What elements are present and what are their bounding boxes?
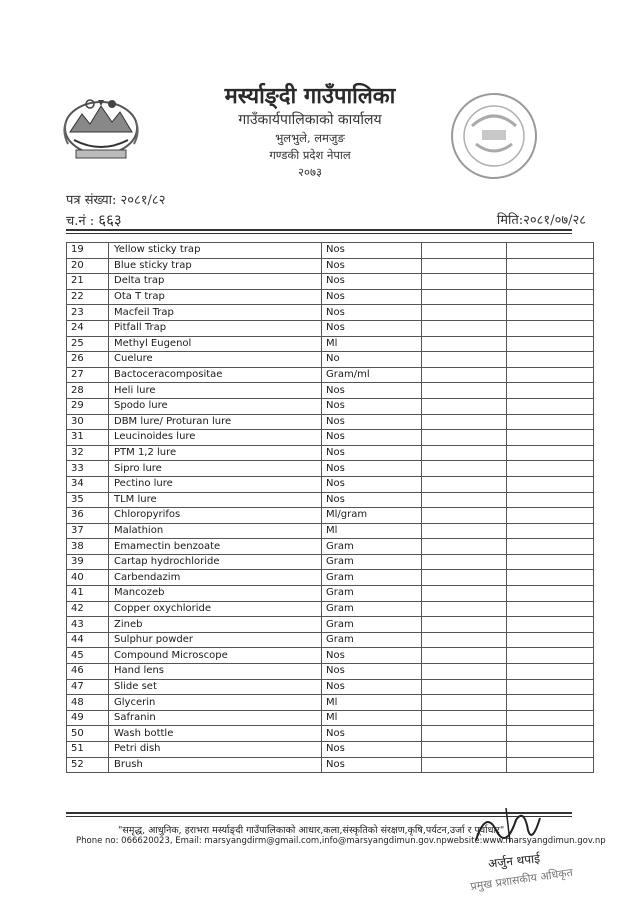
table-row [67,352,594,368]
blank-cell [422,726,507,742]
item-name: Mancozeb [109,586,322,602]
blank-cell [507,523,594,539]
item-name: Wash bottle [109,726,322,742]
blank-cell [507,617,594,633]
blank-cell [507,336,594,352]
item-unit: Nos [322,258,422,274]
table-row [67,336,594,352]
blank-cell [507,554,594,570]
blank-cell [422,570,507,586]
table-row [67,476,594,492]
item-serial: 21 [67,274,109,290]
letter-number [66,190,165,208]
blank-cell [422,352,507,368]
item-unit: Nos [322,461,422,477]
item-serial: 50 [67,726,109,742]
blank-cell [422,243,507,259]
item-name: Petri dish [109,742,322,758]
item-unit: Ml [322,336,422,352]
office-stamp-icon [432,86,550,186]
blank-cell [507,398,594,414]
item-unit: Nos [322,648,422,664]
item-serial: 23 [67,305,109,321]
blank-cell [507,274,594,290]
item-serial: 42 [67,601,109,617]
item-serial: 43 [67,617,109,633]
item-unit: Ml [322,710,422,726]
footer-contact: Phone no: 066620023, Email: marsyangdirm@gmail.com,info@marsyangdimun.gov.npwebsite:www.marsyangdimun.gov.np [76,836,606,846]
table-row [67,632,594,648]
blank-cell [422,695,507,711]
blank-cell [507,492,594,508]
table-row [67,258,594,274]
blank-cell [507,461,594,477]
item-serial: 35 [67,492,109,508]
item-serial: 28 [67,383,109,399]
item-name: Methyl Eugenol [109,336,322,352]
blank-cell [422,757,507,773]
blank-cell [507,258,594,274]
blank-cell [507,445,594,461]
item-serial: 32 [67,445,109,461]
item-name: Chloropyrifos [109,508,322,524]
established-year: २०७३ [298,165,322,179]
letter-number-value: २०८१/८२ [120,193,166,208]
table-row [67,539,594,555]
item-serial: 34 [67,476,109,492]
item-unit: Nos [322,430,422,446]
item-unit: Ml [322,695,422,711]
blank-cell [507,476,594,492]
items-table-body [67,243,594,773]
blank-cell [422,617,507,633]
table-row [67,289,594,305]
table-row [67,274,594,290]
item-serial: 33 [67,461,109,477]
signer-title: प्रमुख प्रशासकीय अधिकृत [469,865,574,894]
item-name: Sipro lure [109,461,322,477]
signature-icon [466,800,546,850]
table-row [67,445,594,461]
blank-cell [507,352,594,368]
dispatch-number [66,210,122,230]
office-location: भुलभुले, लमजुङ [275,131,345,145]
blank-cell [422,539,507,555]
org-name: मर्स्याङ्दी गाउँपालिका [224,83,396,109]
item-serial: 29 [67,398,109,414]
blank-cell [507,289,594,305]
item-serial: 24 [67,320,109,336]
item-unit: Gram [322,554,422,570]
letter-date [497,210,586,228]
item-name: Emamectin benzoate [109,539,322,555]
table-row [67,742,594,758]
blank-cell [422,648,507,664]
item-unit: Nos [322,726,422,742]
item-name: DBM lure/ Proturan lure [109,414,322,430]
item-unit: Nos [322,320,422,336]
date-value: २०८१/०७/२८ [523,213,586,228]
item-unit: Nos [322,289,422,305]
blank-cell [422,554,507,570]
item-unit: Ml/gram [322,508,422,524]
item-serial: 20 [67,258,109,274]
table-row [67,726,594,742]
blank-cell [422,710,507,726]
item-unit: Nos [322,274,422,290]
item-name: Cartap hydrochloride [109,554,322,570]
item-unit: Nos [322,476,422,492]
item-name: Zineb [109,617,322,633]
item-serial: 30 [67,414,109,430]
item-name: Carbendazim [109,570,322,586]
item-serial: 39 [67,554,109,570]
blank-cell [507,508,594,524]
table-row [67,570,594,586]
table-row [67,695,594,711]
table-row [67,383,594,399]
blank-cell [422,383,507,399]
item-serial: 48 [67,695,109,711]
letterhead [190,82,430,181]
item-serial: 47 [67,679,109,695]
item-name: Copper oxychloride [109,601,322,617]
item-name: Malathion [109,523,322,539]
blank-cell [507,710,594,726]
blank-cell [422,586,507,602]
item-name: Blue sticky trap [109,258,322,274]
item-unit: Nos [322,243,422,259]
blank-cell [507,243,594,259]
item-name: Sulphur powder [109,632,322,648]
blank-cell [422,430,507,446]
table-row [67,305,594,321]
item-name: Hand lens [109,664,322,680]
blank-cell [422,632,507,648]
table-row [67,586,594,602]
dispatch-number-value: ६६३ [98,211,122,229]
item-serial: 49 [67,710,109,726]
blank-cell [422,367,507,383]
header-divider [66,229,572,231]
table-row [67,414,594,430]
blank-cell [507,601,594,617]
blank-cell [507,430,594,446]
item-unit: Nos [322,664,422,680]
item-unit: Gram [322,586,422,602]
item-name: Pitfall Trap [109,320,322,336]
item-name: Bactoceracompositae [109,367,322,383]
blank-cell [422,274,507,290]
item-serial: 26 [67,352,109,368]
blank-cell [422,289,507,305]
item-unit: Nos [322,679,422,695]
item-unit: Nos [322,757,422,773]
item-unit: Gram [322,632,422,648]
signer-name: अर्जुन थपाई [487,851,541,871]
office-province: गण्डकी प्रदेश नेपाल [269,148,351,162]
item-unit: Gram [322,570,422,586]
dispatch-number-label: च.नं : [66,214,95,229]
item-name: Slide set [109,679,322,695]
blank-cell [507,305,594,321]
blank-cell [422,742,507,758]
footer-motto: "समृद्ध, आधुनिक, हराभरा मर्स्याङ्दी गाउँपालिकाको आधार,कला,संस्कृतिको संरक्षण,कृषि,पर्यटन,उर्जा र पूर्वाधार" [118,825,505,836]
blank-cell [507,742,594,758]
item-serial: 25 [67,336,109,352]
item-name: Cuelure [109,352,322,368]
table-row [67,617,594,633]
item-unit: Nos [322,383,422,399]
item-name: Safranin [109,710,322,726]
item-name: PTM 1,2 lure [109,445,322,461]
blank-cell [507,586,594,602]
table-row [67,398,594,414]
blank-cell [507,383,594,399]
item-serial: 22 [67,289,109,305]
blank-cell [507,414,594,430]
item-unit: Nos [322,414,422,430]
blank-cell [422,336,507,352]
item-unit: Nos [322,742,422,758]
table-row [67,367,594,383]
item-serial: 36 [67,508,109,524]
table-row [67,320,594,336]
nepal-emblem-icon [60,92,142,164]
blank-cell [422,508,507,524]
blank-cell [507,679,594,695]
blank-cell [422,601,507,617]
blank-cell [507,648,594,664]
blank-cell [422,492,507,508]
item-unit: Nos [322,445,422,461]
blank-cell [507,664,594,680]
blank-cell [422,320,507,336]
table-row [67,710,594,726]
item-name: Heli lure [109,383,322,399]
table-row [67,523,594,539]
item-unit: Nos [322,492,422,508]
item-serial: 40 [67,570,109,586]
item-name: Spodo lure [109,398,322,414]
item-serial: 27 [67,367,109,383]
blank-cell [422,476,507,492]
item-name: Delta trap [109,274,322,290]
blank-cell [507,570,594,586]
item-name: Brush [109,757,322,773]
table-row [67,461,594,477]
item-unit: Gram/ml [322,367,422,383]
table-row [67,757,594,773]
blank-cell [422,523,507,539]
table-row [67,679,594,695]
date-label: मिति: [496,213,524,228]
item-name: Leucinoides lure [109,430,322,446]
blank-cell [422,445,507,461]
item-name: Glycerin [109,695,322,711]
table-row [67,648,594,664]
letter-number-label: पत्र संख्या: [66,193,117,208]
item-serial: 51 [67,742,109,758]
item-unit: Ml [322,523,422,539]
blank-cell [422,305,507,321]
item-name: Yellow sticky trap [109,243,322,259]
item-name: TLM lure [109,492,322,508]
blank-cell [422,461,507,477]
item-serial: 31 [67,430,109,446]
table-row [67,554,594,570]
office-name: गाउँकार्यपालिकाको कार्यालय [238,112,382,128]
item-serial: 38 [67,539,109,555]
table-row [67,664,594,680]
item-unit: Gram [322,601,422,617]
item-unit: Gram [322,617,422,633]
item-name: Compound Microscope [109,648,322,664]
item-serial: 52 [67,757,109,773]
item-serial: 19 [67,243,109,259]
blank-cell [507,367,594,383]
item-serial: 44 [67,632,109,648]
item-name: Macfeil Trap [109,305,322,321]
item-unit: No [322,352,422,368]
table-row [67,430,594,446]
item-serial: 45 [67,648,109,664]
table-row [67,601,594,617]
item-unit: Nos [322,305,422,321]
blank-cell [422,664,507,680]
blank-cell [422,258,507,274]
blank-cell [507,695,594,711]
header-divider-thin [66,233,572,234]
blank-cell [507,539,594,555]
item-serial: 37 [67,523,109,539]
item-name: Ota T trap [109,289,322,305]
blank-cell [507,726,594,742]
table-row [67,508,594,524]
item-serial: 41 [67,586,109,602]
item-serial: 46 [67,664,109,680]
items-table [66,242,594,773]
blank-cell [422,398,507,414]
blank-cell [422,414,507,430]
item-unit: Gram [322,539,422,555]
item-unit: Nos [322,398,422,414]
blank-cell [507,757,594,773]
blank-cell [507,632,594,648]
table-row [67,492,594,508]
item-name: Pectino lure [109,476,322,492]
table-row [67,243,594,259]
blank-cell [507,320,594,336]
blank-cell [422,679,507,695]
